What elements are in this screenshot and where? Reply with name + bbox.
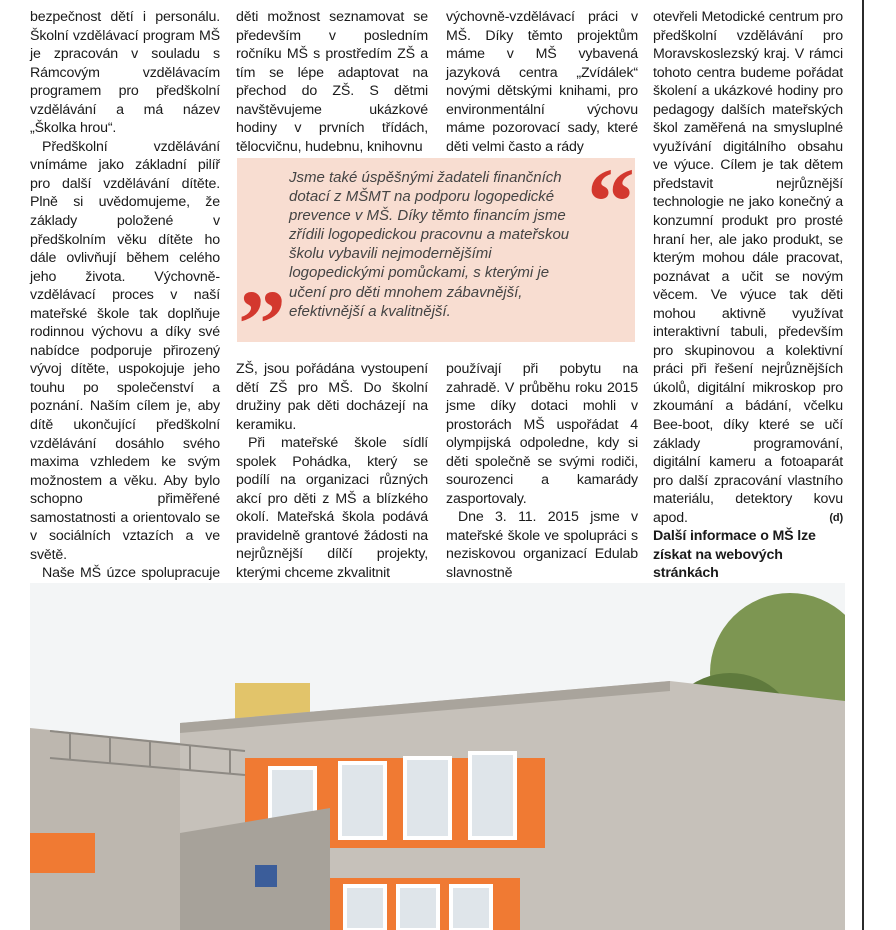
orange-facade-left [30,833,95,873]
page-edge [862,0,864,930]
author-signature: (d) [829,511,843,524]
paragraph: Při mateřské škole sídlí spolek Pohádka, který se podílí na organizaci různých akcí pro děti z MŠ a blízkého okolí. Mateřská škola podává pravidelně grantové žádosti na nejrůznější dílčí projekty, kterými chceme zkvalitnit [236,435,428,582]
sign-plate [255,865,277,887]
window [405,758,450,838]
pull-quote-text: Jsme také úspěšnými žadateli finančních dotací z MŠMT na podporu logopedické prevence v MŠ. Díky těmto financím jsme zřídili logopedickou pracovnu a mateřskou školu vybavili nejmodernějšími logopedickými pomůckami, s kterými je učení pro děti mnohem zábavnější, efektivnější a kvalitnější. [289,169,570,320]
text-column-2-bottom [236,360,428,583]
school-building-photo [30,583,845,930]
pull-quote [237,148,635,377]
paragraph: ZŠ, jsou pořádána vystoupení dětí ZŠ pro MŠ. Do školní družiny pak děti docházejí na keramiku. [236,361,428,433]
window [470,753,515,838]
paragraph: Dne 3. 11. 2015 jsme v mateřské škole ve spolupráci s neziskovou organizací Edulab slavnostně [446,509,638,582]
paragraph: Předškolní vzdělávání vnímáme jako základní pilíř pro další vzdělávání dítěte. Plně si uvědomujeme, že základy položené v předškolním věku dítěte ho dále ovlivňují během celého jeho života. Výchovně-vzdělávací proces v naší mateřské škole tak doplňuje rodinnou výchovu a díky své nabídce podporuje přirozený vývoj dítěte, uspokojuje jeho touhu po společenství a poznání. Naším cílem je, aby dítě ukončující předškolní vzdělávání dosáhlo svého maxima vzhledem ke svým možnostem a věku. Aby bylo schopno přiměřené samostatnosti a orientovalo se v sociálních vztazích a ve světě. [30,138,220,563]
text-column-4 [653,8,843,602]
paragraph: děti možnost seznamovat se především v posledním ročníku MŠ s prostředím ZŠ a tím se lépe adaptovat na přechod do ZŠ. S dětmi navštěvujeme ukázkové hodiny v prvních třídách, tělocvičnu, hudebnu, knihovnu [236,9,428,155]
paragraph: výchovně-vzdělávací práci v MŠ. Díky těmto projektům máme v MŠ vybavená jazyková centra „Zvídálek“ novými dětskými knihami, pro environmentální výchovu máme pozorovací sady, které děti velmi často a rády [446,9,638,155]
window [398,886,438,930]
text-column-3-bottom [446,360,638,583]
more-info-note: Další informace o MŠ lze získat na webových stránkách [653,528,816,582]
paragraph: Naše MŠ úzce spolupracuje [42,565,220,582]
paragraph: bezpečnost dětí i personálu. Školní vzdělávací program MŠ je zpracován v souladu s Rámcovým vzdělávacím programem pro předškolní vzdělávání a má název „Školka hrou“. [30,9,220,137]
text-column-2-top [236,8,428,156]
window [451,886,491,930]
paragraph-text: otevřeli Metodické centrum pro předškolní vzdělávání pro Moravskoslezský kraj. V rámci tohoto centra budeme pořádat školení a ukázkové hodiny pro pedagogy dalších mateřských škol zaměřená na smysluplné využívání digitálního obsahu ve výuce. Cílem je tak dětem představit nejrůznější technologie ne jako konečný a konzumní produkt pro prosté hraní her, ale jako produkt, se kterým mohou dále pracovat, poznávat a učit se novým věcem. Ve výuce tak děti mohou aktivně využívat interaktivní tabuli, především pro skupinovou a kolektivní práci při řešení nejrůznějších úkolů, digitální mikroskop pro zkoumání a bádání, včelku Bee-boot, díky které se učí základy programování, digitální kameru a fotoaparát pro další zpracování vlastního materiálu, detektory kovu apod. [653,9,843,526]
window [340,763,385,838]
paragraph [653,8,843,527]
quote-open-mark: “ [587,148,635,255]
text-column-1 [30,8,220,639]
quote-close-mark: ” [238,270,286,377]
text-column-3-top [446,8,638,156]
window [345,886,385,930]
paragraph: používají při pobytu na zahradě. V průběhu roku 2015 jsme díky dotaci mohli v prostorách MŠ uspořádat 4 olympijská odpoledne, kdy si děti společně se svými rodiči, sourozenci a kamarády zasportovaly. [446,361,638,507]
photo-illustration [30,583,845,930]
